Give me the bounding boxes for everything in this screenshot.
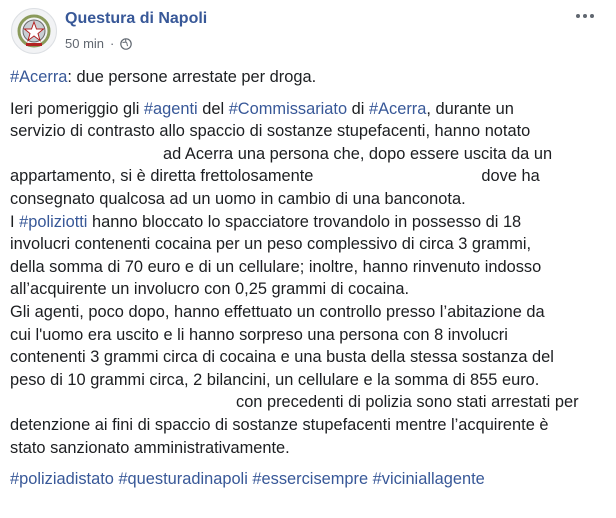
hashtag-poliziadistato[interactable]: #poliziadistato (10, 470, 114, 489)
post-meta (65, 36, 132, 52)
body-text: appartamento, si è diretta frettolosamente (10, 167, 314, 186)
hashtag-essercisempre[interactable]: #essercisempre (252, 470, 369, 489)
page-name-link[interactable]: Questura di Napoli (65, 10, 208, 27)
body-line: peso di 10 grammi circa, 2 bilancini, un cellulare e la somma di 855 euro. (10, 370, 540, 389)
body-line: detenzione ai fini di spaccio di sostanze stupefacenti mentre l’acquirente è (10, 415, 549, 434)
post-body (10, 98, 610, 460)
body-line: all’acquirente un involucro con 0,25 grammi di cocaina. (10, 280, 410, 299)
body-line: Gli agenti, poco dopo, hanno effettuato un controllo presso l’abitazione da (10, 302, 545, 321)
body-line: stato sanzionato amministrativamente. (10, 438, 290, 457)
hashtag-acerra[interactable]: #Acerra (10, 68, 68, 86)
body-text: hanno bloccato lo spacciatore trovandolo in possesso di 18 (87, 212, 522, 231)
emblem-icon (12, 9, 56, 53)
body-text: dove ha (481, 167, 540, 186)
body-line: servizio di contrasto allo spaccio di sostanze stupefacenti, hanno notato (10, 122, 531, 141)
hashtag-agenti[interactable]: #agenti (143, 99, 198, 118)
post-title-text: : due persone arrestate per droga. (67, 68, 317, 86)
hashtag-viciniallagente[interactable]: #viciniallagente (372, 470, 485, 489)
hashtag-poliziotti[interactable]: #poliziotti (19, 212, 88, 231)
body-line: della somma di 70 euro e di un cellulare; inoltre, hanno rinvenuto indosso (10, 257, 542, 276)
body-text: I (10, 212, 20, 231)
post-text (10, 66, 610, 491)
body-text: Ieri pomeriggio gli (10, 99, 144, 118)
body-line: involucri contenenti cocaina per un peso complessivo di circa 3 grammi, (10, 235, 532, 254)
body-text: di (347, 99, 369, 118)
post-title (10, 66, 610, 89)
more-options-icon[interactable] (576, 10, 596, 22)
body-line: contenenti 3 grammi circa di cocaina e una busta della stessa sostanza del (10, 348, 554, 367)
body-text: del (197, 99, 229, 118)
hashtag-acerra-2[interactable]: #Acerra (368, 99, 427, 118)
page-avatar[interactable] (11, 8, 57, 54)
body-text: ad Acerra una persona che, dopo essere uscita da un (163, 144, 553, 163)
hashtag-questuradinapoli[interactable]: #questuradinapoli (118, 470, 248, 489)
hashtag-row (10, 468, 610, 491)
post-timestamp[interactable]: 50 min (65, 36, 105, 51)
hashtag-commissariato[interactable]: #Commissariato (228, 99, 348, 118)
body-line: consegnato qualcosa ad un uomo in cambio di una banconota. (10, 189, 466, 208)
body-text: , durante un (426, 99, 514, 118)
body-text: con precedenti di polizia sono stati arrestati per (236, 393, 579, 412)
body-line: cui l'uomo era uscito e li hanno sorpreso una persona con 8 involucri (10, 325, 508, 344)
globe-icon[interactable] (120, 38, 132, 50)
meta-separator: · (110, 36, 115, 51)
